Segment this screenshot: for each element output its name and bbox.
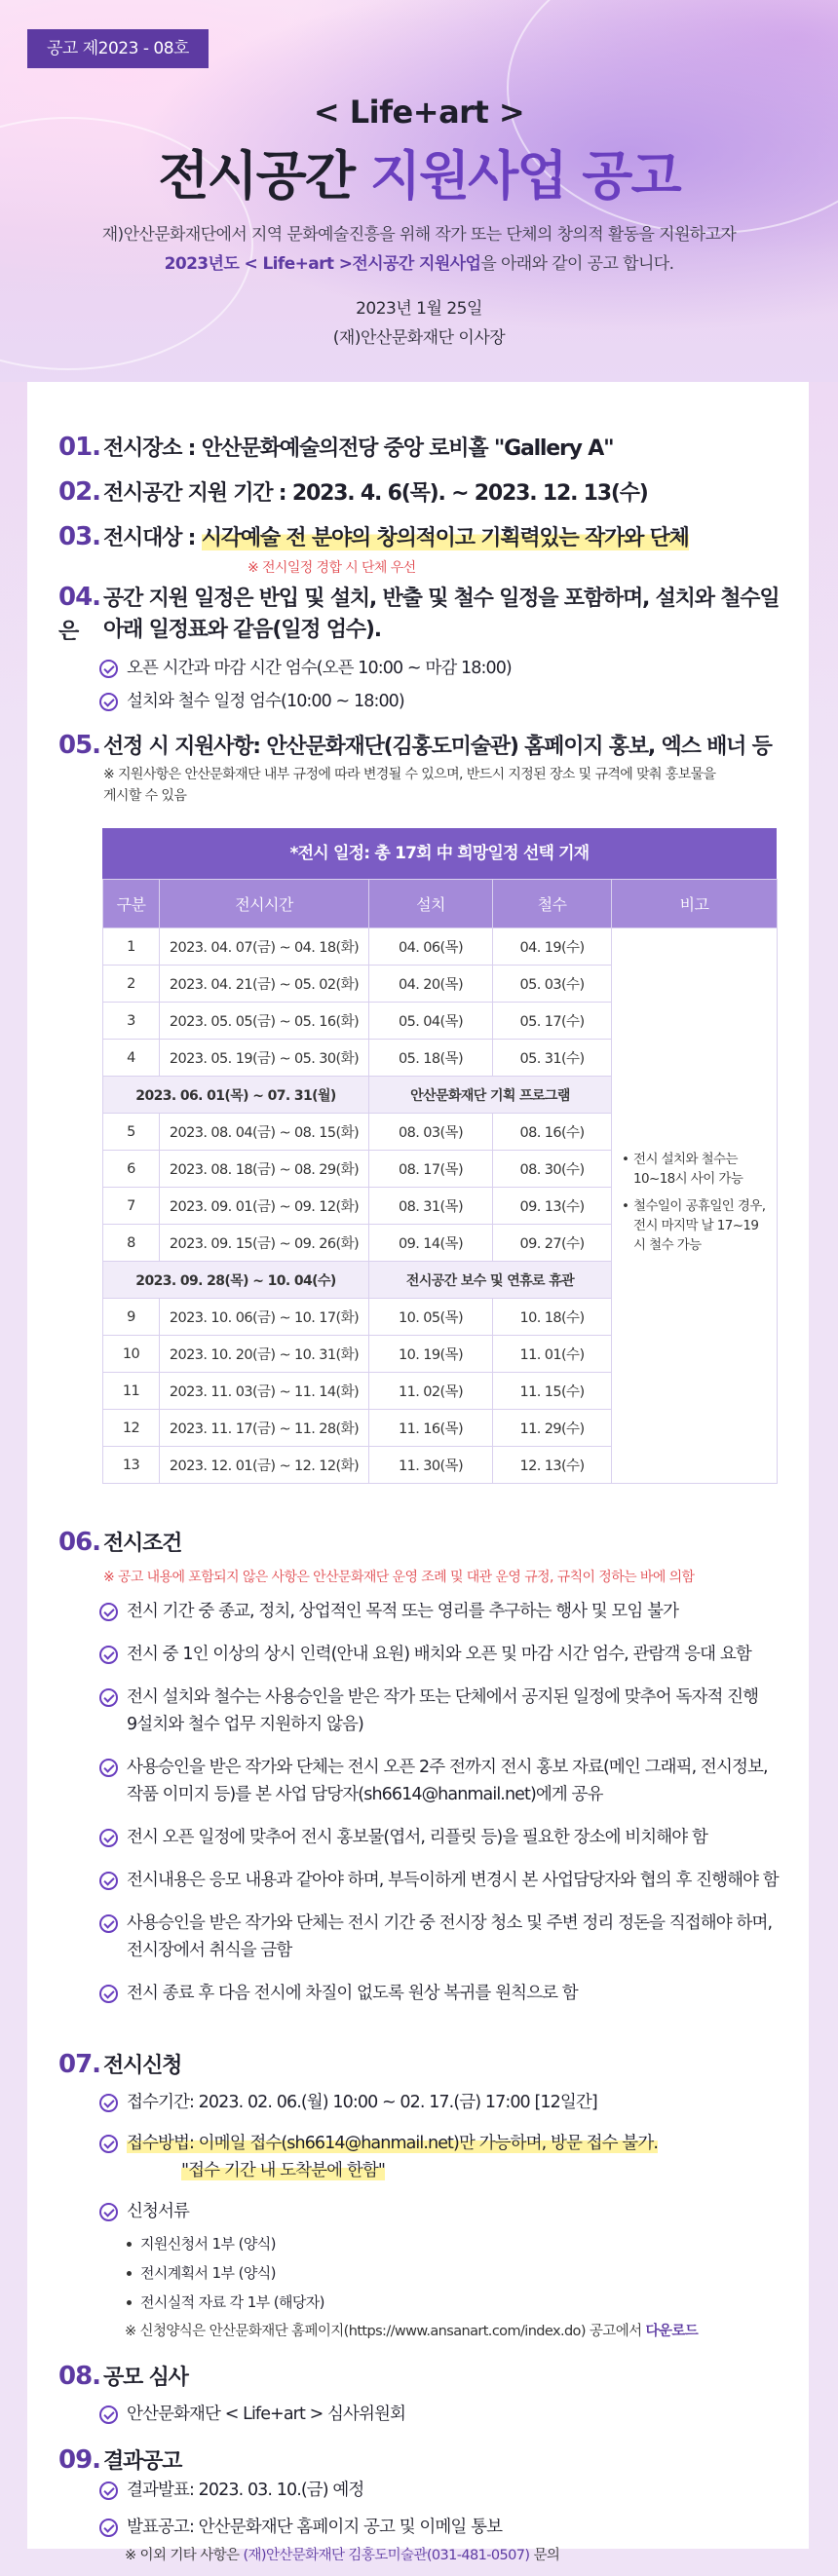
cell: 8 bbox=[103, 1225, 160, 1262]
check-circle-icon bbox=[99, 2406, 118, 2424]
section-title: 선정 시 지원사항: 안산문화재단(김홍도미술관) 홈페이지 홍보, 엑스 배너 등 bbox=[103, 735, 772, 759]
cell: 09. 14(목) bbox=[369, 1225, 493, 1262]
header-period: 전시시간 bbox=[160, 880, 369, 928]
cell: 12 bbox=[103, 1410, 160, 1447]
desc-line-1: 재)안산문화재단에서 지역 문화예술진흥을 위해 작가 또는 단체의 창의적 활동을 지원하고자 bbox=[101, 225, 737, 245]
cell: 10. 05(목) bbox=[369, 1299, 493, 1336]
check-circle-icon bbox=[99, 1646, 118, 1664]
cell: 05. 18(목) bbox=[369, 1040, 493, 1077]
section-title: 결과공고 bbox=[103, 2449, 182, 2474]
section-04-line2: 아래 일정표와 같음(일정 엄수). bbox=[103, 618, 381, 642]
check-circle-icon bbox=[99, 2481, 118, 2500]
section-number: 06. bbox=[58, 1528, 101, 1557]
band-label: 안산문화재단 기획 프로그램 bbox=[369, 1077, 612, 1114]
check-text: 사용승인을 받은 작가와 단체는 전시 기간 중 전시장 청소 및 주변 정리 정돈을 직접해야 하며, bbox=[127, 1913, 773, 1933]
section-number: 07. bbox=[58, 2050, 101, 2079]
section-number: 09. bbox=[58, 2445, 101, 2475]
check-text: 안산문화재단 < Life+art > 심사위원회 bbox=[127, 2405, 406, 2424]
section-07-list bbox=[95, 2089, 797, 2346]
check-circle-icon bbox=[99, 1603, 118, 1621]
cell: 05. 17(수) bbox=[493, 1003, 612, 1040]
check-text: 전시장에서 취식을 금함 bbox=[127, 1941, 292, 1960]
cell: 2023. 04. 07(금) ~ 04. 18(화) bbox=[160, 928, 369, 966]
cell: 2023. 10. 06(금) ~ 10. 17(화) bbox=[160, 1299, 369, 1336]
section-title: 전시공간 지원 기간 : 2023. 4. 6(목). ~ 2023. 12. 13(수) bbox=[103, 481, 648, 506]
method-highlight: 접수방법: 이메일 접수(sh6614@hanmail.net)만 가능하며, 방문 접수 불가. bbox=[127, 2134, 658, 2153]
cell: 05. 04(목) bbox=[369, 1003, 493, 1040]
cell: 6 bbox=[103, 1151, 160, 1188]
header-no: 구분 bbox=[103, 880, 160, 928]
check-text: 전시 오픈 일정에 맞추어 전시 홍보물(엽서, 리플릿 등)을 필요한 장소에 비치해야 함 bbox=[127, 1828, 707, 1847]
check-item bbox=[95, 2401, 797, 2428]
note-line: ※ 지원사항은 안산문화재단 내부 규정에 따라 변경될 수 있으며, 반드시 지정된 장소 및 규격에 맞춰 홍보물을 bbox=[103, 767, 716, 782]
section-02 bbox=[58, 475, 780, 511]
section-01 bbox=[58, 431, 780, 466]
section-09-list bbox=[95, 2477, 797, 2568]
check-item bbox=[95, 2198, 797, 2225]
hero-date-block bbox=[0, 294, 838, 353]
section-number: 01. bbox=[58, 433, 101, 462]
cell: 2023. 05. 05(금) ~ 05. 16(화) bbox=[160, 1003, 369, 1040]
list-item: 전시계획서 1부 (양식) bbox=[125, 2258, 797, 2288]
check-item bbox=[95, 2514, 797, 2541]
note-text: 문의 bbox=[529, 2548, 560, 2563]
cell: 08. 16(수) bbox=[493, 1114, 612, 1151]
check-circle-icon bbox=[99, 660, 118, 678]
desc-highlight: 2023년도 < Life+art >전시공간 지원사업 bbox=[164, 254, 481, 274]
contact-note bbox=[95, 2543, 797, 2568]
band-period: 2023. 06. 01(목) ~ 07. 31(월) bbox=[103, 1077, 369, 1114]
hero-subtitle: < Life+art > bbox=[313, 94, 525, 131]
header-remove: 철수 bbox=[493, 880, 612, 928]
cell: 2023. 08. 04(금) ~ 08. 15(화) bbox=[160, 1114, 369, 1151]
cell: 13 bbox=[103, 1447, 160, 1484]
section-number: 05. bbox=[58, 731, 101, 760]
check-text: 결과발표: 2023. 03. 10.(금) 예정 bbox=[127, 2481, 364, 2500]
cell: 04. 06(목) bbox=[369, 928, 493, 966]
cell: 2023. 10. 20(금) ~ 10. 31(화) bbox=[160, 1336, 369, 1373]
section-06 bbox=[58, 1526, 780, 1561]
cell: 09. 27(수) bbox=[493, 1225, 612, 1262]
cell: 2023. 05. 19(금) ~ 05. 30(화) bbox=[160, 1040, 369, 1077]
section-number: 04. bbox=[58, 583, 101, 612]
cell: 2023. 08. 18(금) ~ 08. 29(화) bbox=[160, 1151, 369, 1188]
cell: 11. 30(목) bbox=[369, 1447, 493, 1484]
cell: 05. 03(수) bbox=[493, 966, 612, 1003]
method-highlight: "접수 기간 내 도착분에 한함" bbox=[181, 2161, 386, 2180]
header-remark: 비고 bbox=[612, 880, 778, 928]
list-item: 전시실적 자료 각 1부 (해당자) bbox=[125, 2288, 797, 2317]
cell: 11. 15(수) bbox=[493, 1373, 612, 1410]
check-circle-icon bbox=[99, 1759, 118, 1777]
check-text: 오픈 시간과 마감 시간 엄수(오픈 10:00 ~ 마감 18:00) bbox=[127, 659, 512, 678]
cell: 05. 31(수) bbox=[493, 1040, 612, 1077]
check-item bbox=[95, 1980, 797, 2007]
cell: 9 bbox=[103, 1299, 160, 1336]
table-caption: *전시 일정: 총 17회 中 희망일정 선택 기재 bbox=[102, 828, 777, 879]
section-number: 08. bbox=[58, 2362, 101, 2391]
check-item bbox=[95, 1867, 797, 1894]
notice-date: 2023년 1월 25일 bbox=[356, 299, 482, 319]
hero-banner bbox=[0, 0, 838, 382]
cell: 2023. 09. 15(금) ~ 09. 26(화) bbox=[160, 1225, 369, 1262]
section-title: 전시신청 bbox=[103, 2054, 182, 2078]
section-03-note: ※ 전시일정 경합 시 단체 우선 bbox=[248, 560, 416, 576]
check-item bbox=[95, 2089, 797, 2116]
section-08 bbox=[58, 2360, 780, 2395]
check-circle-icon bbox=[99, 2203, 118, 2221]
note-text: ※ 이외 기타 사항은 bbox=[125, 2548, 244, 2563]
download-link[interactable]: 다운로드 bbox=[645, 2324, 699, 2339]
check-item bbox=[95, 655, 817, 682]
header-install: 설치 bbox=[369, 880, 493, 928]
check-circle-icon bbox=[99, 693, 118, 711]
desc-rest: 을 아래와 같이 공고 합니다. bbox=[480, 254, 674, 274]
check-item bbox=[95, 2130, 797, 2184]
check-item bbox=[95, 1684, 797, 1738]
check-text: 전시 설치와 철수는 사용승인을 받은 작가 또는 단체에서 공지된 일정에 맞추어 독자적 진행 bbox=[127, 1687, 759, 1707]
check-circle-icon bbox=[99, 2519, 118, 2537]
check-item bbox=[95, 1910, 797, 1964]
remark-text: • 전시 설치와 철수는 10~18시 사이 가능 bbox=[622, 1150, 769, 1189]
band-period: 2023. 09. 28(목) ~ 10. 04(수) bbox=[103, 1262, 369, 1299]
desc-line-2 bbox=[0, 249, 838, 279]
cell: 11. 29(수) bbox=[493, 1410, 612, 1447]
cell: 10. 18(수) bbox=[493, 1299, 612, 1336]
band-label: 전시공간 보수 및 연휴로 휴관 bbox=[369, 1262, 612, 1299]
check-text: 전시 종료 후 다음 전시에 차질이 없도록 원상 복귀를 원칙으로 함 bbox=[127, 1984, 578, 2003]
check-circle-icon bbox=[99, 1688, 118, 1707]
cell: 08. 17(목) bbox=[369, 1151, 493, 1188]
hero-description bbox=[0, 220, 838, 279]
docs-list bbox=[95, 2229, 797, 2346]
section-title: 전시조건 bbox=[103, 1532, 182, 1556]
issuer: (재)안산문화재단 이사장 bbox=[332, 328, 506, 348]
check-text: 9설치와 철수 업무 지원하지 않음) bbox=[127, 1715, 363, 1734]
check-text: 사용승인을 받은 작가와 단체는 전시 오픈 2주 전까지 전시 홍보 자료(메인 그래픽, 전시정보, bbox=[127, 1758, 768, 1777]
note-text: ※ 신청양식은 안산문화재단 홈페이지(https://www.ansanart.com/index.do) 공고에서 bbox=[125, 2324, 646, 2339]
section-08-list bbox=[95, 2401, 797, 2428]
check-text: 전시내용은 응모 내용과 같아야 하며, 부득이하게 변경시 본 사업담당자와 협의 후 진행해야 함 bbox=[127, 1871, 779, 1890]
cell: 2023. 11. 17(금) ~ 11. 28(화) bbox=[160, 1410, 369, 1447]
cell: 2023. 12. 01(금) ~ 12. 12(화) bbox=[160, 1447, 369, 1484]
section-number: 03. bbox=[58, 522, 101, 551]
section-06-list bbox=[95, 1598, 797, 2007]
note-line: 게시할 수 있음 bbox=[103, 788, 187, 804]
cell: 11 bbox=[103, 1373, 160, 1410]
check-text: 전시 중 1인 이상의 상시 인력(안내 요원) 배치와 오픈 및 마감 시간 엄수, 관람객 응대 요함 bbox=[127, 1645, 751, 1664]
cell: 11. 16(목) bbox=[369, 1410, 493, 1447]
check-text: 작품 이미지 등)를 본 사업 담당자(sh6614@hanmail.net)에게 공유 bbox=[127, 1785, 603, 1804]
cell: 08. 03(목) bbox=[369, 1114, 493, 1151]
cell: 12. 13(수) bbox=[493, 1447, 612, 1484]
content-card bbox=[27, 382, 809, 2563]
list-item: 지원신청서 1부 (양식) bbox=[125, 2229, 797, 2258]
section-number: 02. bbox=[58, 477, 101, 507]
cell: 04. 19(수) bbox=[493, 928, 612, 966]
check-item bbox=[95, 1824, 797, 1851]
section-05 bbox=[58, 729, 780, 764]
check-item bbox=[95, 2477, 797, 2504]
cell: 04. 20(목) bbox=[369, 966, 493, 1003]
check-text: 설치와 철수 일정 엄수(10:00 ~ 18:00) bbox=[127, 692, 404, 711]
check-circle-icon bbox=[99, 1872, 118, 1890]
cell: 5 bbox=[103, 1114, 160, 1151]
section-03 bbox=[58, 520, 780, 555]
cell: 2023. 04. 21(금) ~ 05. 02(화) bbox=[160, 966, 369, 1003]
title-part-a: 전시공간 bbox=[158, 145, 370, 207]
cell: 08. 31(목) bbox=[369, 1188, 493, 1225]
section-06-note: ※ 공고 내용에 포함되지 않은 사항은 안산문화재단 운영 조례 및 대관 운영 규정, 규칙이 정하는 바에 의함 bbox=[103, 1570, 695, 1585]
cell: 4 bbox=[103, 1040, 160, 1077]
cell: 09. 13(수) bbox=[493, 1188, 612, 1225]
remark-text: • 철수일이 공휴일인 경우, 전시 마지막 날 17~19시 철수 가능 bbox=[622, 1196, 769, 1255]
cell: 1 bbox=[103, 928, 160, 966]
cell: 10 bbox=[103, 1336, 160, 1373]
table-row bbox=[103, 928, 778, 966]
cell: 3 bbox=[103, 1003, 160, 1040]
section-title: 공간 지원 일정은 반입 및 설치, 반출 및 철수 일정을 포함하며, 설치와 철수일은 bbox=[58, 587, 780, 644]
target-highlight: 시각예술 전 분야의 창의적이고 기획력있는 작가와 단체 bbox=[201, 526, 689, 550]
check-item bbox=[95, 688, 817, 715]
check-circle-icon bbox=[99, 2135, 118, 2153]
check-circle-icon bbox=[99, 1985, 118, 2003]
page-title bbox=[0, 134, 838, 209]
check-circle-icon bbox=[99, 2094, 118, 2112]
section-05-note bbox=[103, 764, 785, 807]
docs-note bbox=[125, 2317, 797, 2346]
schedule-table bbox=[102, 828, 777, 1484]
cell: 08. 30(수) bbox=[493, 1151, 612, 1188]
check-text: 발표공고: 안산문화재단 홈페이지 공고 및 이메일 통보 bbox=[127, 2518, 503, 2537]
cell: 11. 01(수) bbox=[493, 1336, 612, 1373]
remark-cell bbox=[612, 928, 778, 1484]
check-item bbox=[95, 1754, 797, 1808]
cell: 10. 19(목) bbox=[369, 1336, 493, 1373]
cell: 2023. 11. 03(금) ~ 11. 14(화) bbox=[160, 1373, 369, 1410]
cell: 11. 02(목) bbox=[369, 1373, 493, 1410]
check-text: 신청서류 bbox=[127, 2202, 190, 2221]
section-07 bbox=[58, 2048, 780, 2083]
section-title: 전시대상 : bbox=[103, 526, 202, 550]
contact-link[interactable]: (재)안산문화재단 김홍도미술관(031-481-0507) bbox=[243, 2548, 530, 2563]
section-04-list bbox=[95, 655, 817, 715]
notice-number-badge: 공고 제2023 - 08호 bbox=[27, 29, 209, 68]
section-title: 공모 심사 bbox=[103, 2366, 188, 2390]
title-part-b: 지원사업 공고 bbox=[369, 145, 680, 207]
cell: 2023. 09. 01(금) ~ 09. 12(화) bbox=[160, 1188, 369, 1225]
check-text: 접수기간: 2023. 02. 06.(월) 10:00 ~ 02. 17.(금) 17:00 [12일간] bbox=[127, 2093, 597, 2112]
check-item bbox=[95, 1641, 797, 1668]
section-09 bbox=[58, 2443, 780, 2479]
check-item bbox=[95, 1598, 797, 1625]
check-circle-icon bbox=[99, 1914, 118, 1933]
section-title: 전시장소 : 안산문화예술의전당 중앙 로비홀 "Gallery A" bbox=[103, 436, 614, 461]
cell: 7 bbox=[103, 1188, 160, 1225]
check-text: 전시 기간 중 종교, 정치, 상업적인 목적 또는 영리를 추구하는 행사 및 모임 불가 bbox=[127, 1602, 679, 1621]
cell: 2 bbox=[103, 966, 160, 1003]
check-circle-icon bbox=[99, 1829, 118, 1847]
